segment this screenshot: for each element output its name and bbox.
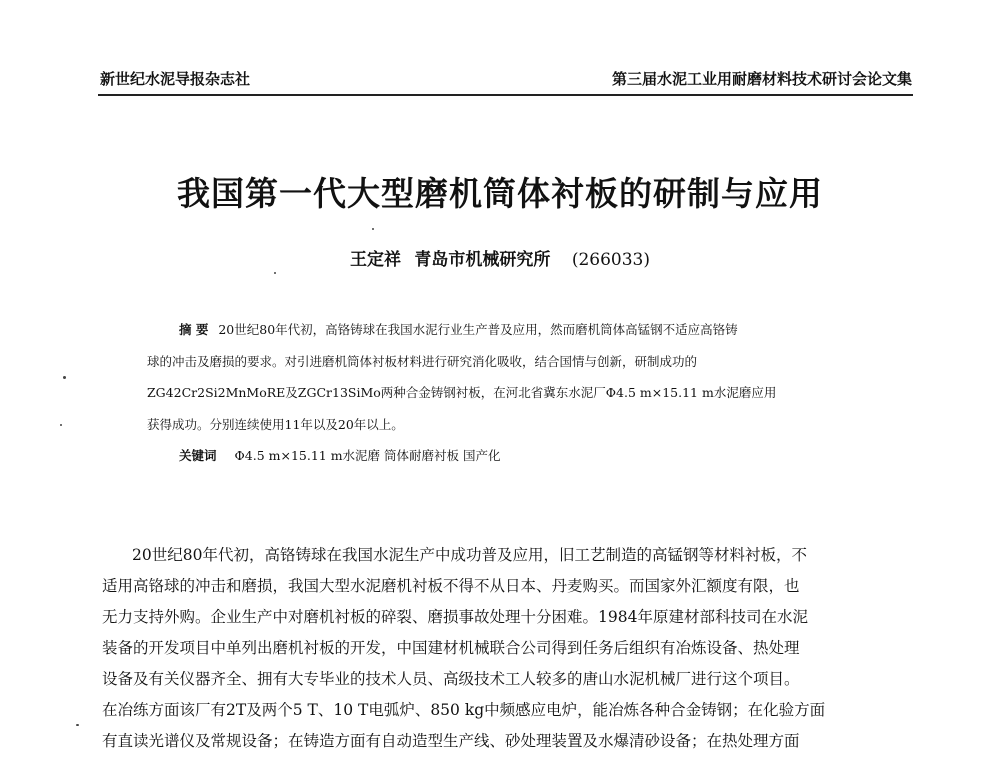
proceedings-name: 第三届水泥工业用耐磨材料技术研讨会论文集 xyxy=(611,70,912,88)
postcode: (266033) xyxy=(571,250,650,270)
header-rule xyxy=(98,94,913,96)
abstract-line: 球的冲击及磨损的要求。对引进磨机筒体衬板材料进行研究消化吸收，结合国情与创新，研制成功的 xyxy=(147,353,698,369)
abstract xyxy=(147,314,873,440)
abstract-line: ZG42Cr2Si2MnMoRE及ZGCr13SiMo两种合金铸钢衬板，在河北省冀东水泥厂Φ4.5 m×15.11 m水泥磨应用 xyxy=(147,385,777,400)
author-affiliation: 青岛市机械研究所 xyxy=(414,250,551,270)
abstract-line: 摘 要 20世纪80年代初，高铬铸球在我国水泥行业生产普及应用，然而磨机筒体高锰钢不适应高铬铸 xyxy=(179,322,738,337)
body-line: 20世纪80年代初，高铬铸球在我国水泥生产中成功普及应用，旧工艺制造的高锰钢等材料衬板，不 xyxy=(132,546,807,564)
byline xyxy=(0,245,1000,270)
body-line: 在冶练方面该厂有2T及两个5 T、10 T电弧炉、850 kg中频感应电炉，能冶炼各种合金铸钢；在化验方面 xyxy=(102,701,826,719)
body-line: 设备及有关仪器齐全、拥有大专毕业的技术人员、高级技术工人较多的唐山水泥机械厂进行这个项目。 xyxy=(102,670,800,688)
body-line: 有直读光谱仪及常规设备；在铸造方面有自动造型生产线、砂处理装置及水爆清砂设备；在热处理方面 xyxy=(102,732,800,750)
keywords xyxy=(179,446,501,464)
running-header xyxy=(100,64,912,94)
abstract-label: 摘 要 xyxy=(179,322,209,337)
author-name: 王定祥 xyxy=(350,250,401,270)
keywords-label: 关键词 xyxy=(179,448,217,463)
body-text xyxy=(102,540,914,757)
abstract-line: 获得成功。分别连续使用11年以及20年以上。 xyxy=(147,416,404,432)
paper-title: 我国第一代大型磨机筒体衬板的研制与应用 xyxy=(177,174,823,213)
scan-speck xyxy=(372,228,374,230)
scan-speck xyxy=(60,424,62,426)
scan-speck xyxy=(76,724,79,726)
body-line: 装备的开发项目中单列出磨机衬板的开发，中国建材机械联合公司得到任务后组织有冶炼设备、热处理 xyxy=(102,639,800,657)
journal-name: 新世纪水泥导报杂志社 xyxy=(100,70,251,88)
body-line: 无力支持外购。企业生产中对磨机衬板的碎裂、磨损事故处理十分困难。1984年原建材部科技司在水泥 xyxy=(102,608,808,626)
body-line: 适用高铬球的冲击和磨损，我国大型水泥磨机衬板不得不从日本、丹麦购买。而国家外汇额度有限，也 xyxy=(102,577,800,595)
scan-speck xyxy=(274,272,276,274)
keywords-text: Φ4.5 m×15.11 m水泥磨 筒体耐磨衬板 国产化 xyxy=(234,448,501,463)
scan-speck xyxy=(63,376,66,379)
